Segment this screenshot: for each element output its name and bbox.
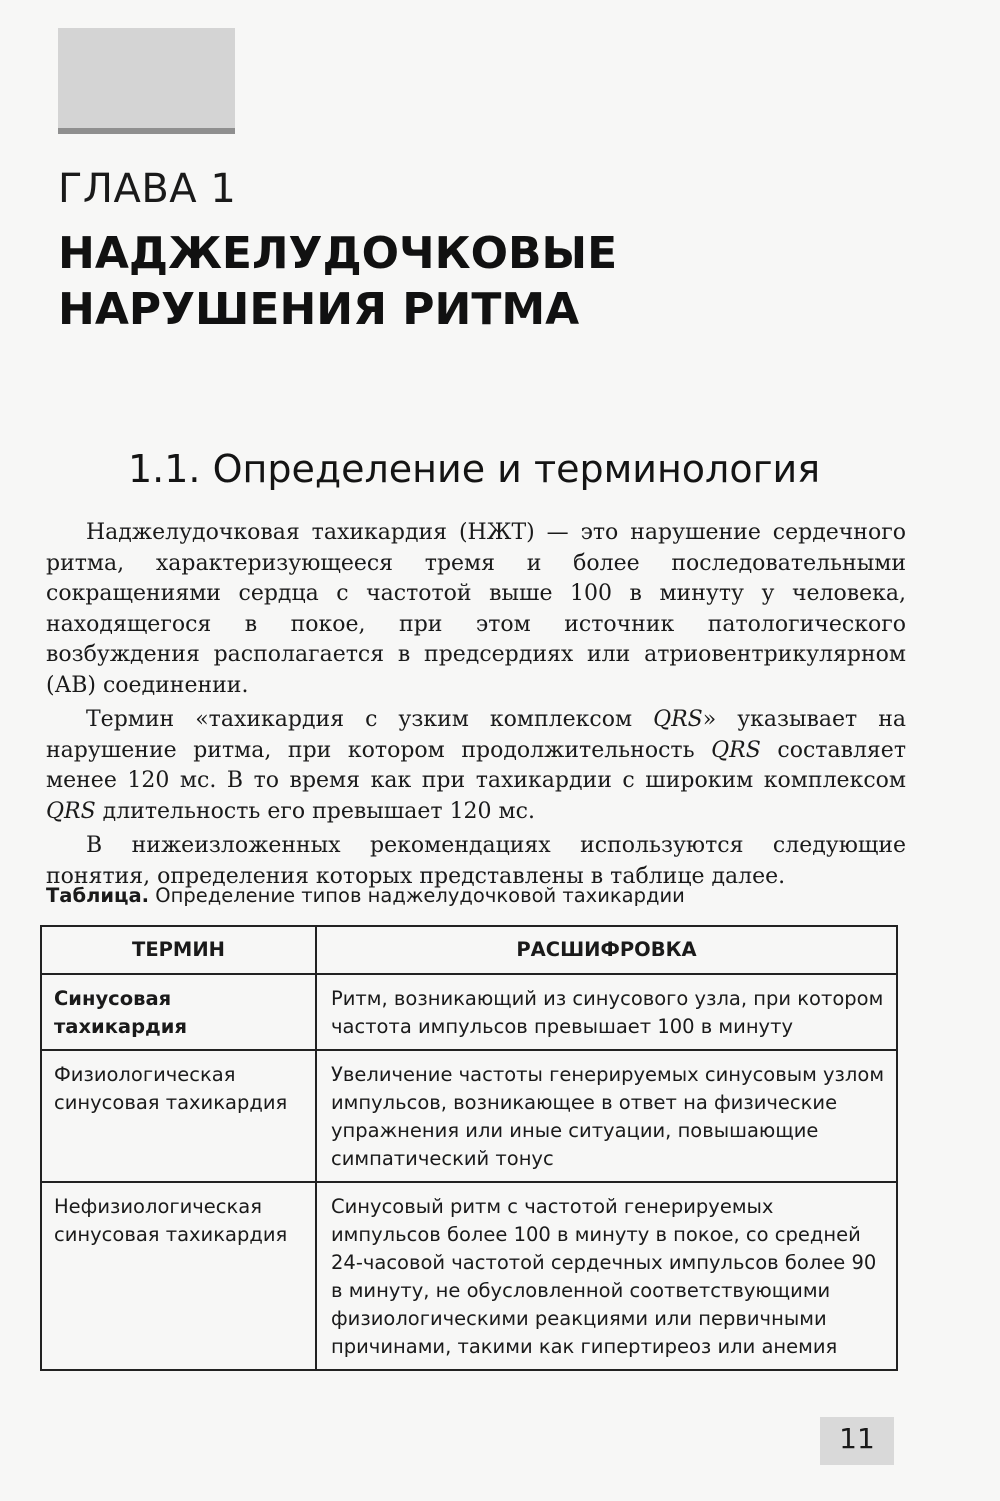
table-caption-label: Таблица. xyxy=(46,884,150,907)
term-cell: Синусовая тахикардия xyxy=(41,974,316,1050)
table-row xyxy=(41,1050,897,1182)
paragraph-2-part-d: длительность его превышает 120 мс. xyxy=(95,798,535,824)
section-heading: 1.1. Определение и терминология xyxy=(128,447,821,491)
paragraph-2-part-a: Термин «тахикардия с узким комплексом xyxy=(86,707,654,732)
qrs-term: QRS xyxy=(653,707,703,732)
body-text xyxy=(46,518,906,896)
table-caption xyxy=(46,884,685,907)
definitions-table xyxy=(40,925,898,1371)
chapter-title-line-2: НАРУШЕНИЯ РИТМА xyxy=(58,284,580,335)
definitions-table-wrap xyxy=(40,925,898,1371)
paragraph-2-part-b: » указывает на нарушение ритма, при котором продолжительность xyxy=(46,707,906,763)
table-row xyxy=(41,1182,897,1370)
table-caption-text: Определение типов наджелудочковой тахикардии xyxy=(149,884,685,907)
chapter-header-rule xyxy=(58,128,235,134)
table-row xyxy=(41,974,897,1050)
chapter-label: ГЛАВА 1 xyxy=(58,166,237,212)
chapter-header-block xyxy=(58,28,235,128)
chapter-title-line-1: НАДЖЕЛУДОЧКОВЫЕ xyxy=(58,228,618,279)
page-number: 11 xyxy=(839,1422,875,1455)
paragraph-3: В нижеизложенных рекомендациях используются следующие понятия, определения которых представлены в таблице далее. xyxy=(46,833,906,889)
column-header-description: РАСШИФРОВКА xyxy=(316,926,897,974)
description-cell: Синусовый ритм с частотой генерируемых импульсов более 100 в минуту в покое, со средней 24-часовой частотой сердечных импульсов более 90 в минуту, не обусловленной соответствующими физиологическими реакциями или первичными причинами, такими как гипертиреоз или анемия xyxy=(316,1182,897,1370)
qrs-term: QRS xyxy=(711,737,761,763)
term-cell: Нефизиологическая синусовая тахикардия xyxy=(41,1182,316,1370)
term-cell: Физиологическая синусовая тахикардия xyxy=(41,1050,316,1182)
description-cell: Ритм, возникающий из синусового узла, при котором частота импульсов превышает 100 в минуту xyxy=(316,974,897,1050)
qrs-term: QRS xyxy=(46,798,96,824)
paragraph-1: Наджелудочковая тахикардия (НЖТ) — это нарушение сердечного ритма, характеризующееся тремя и более последовательными сокращениями сердца с частотой выше 100 в минуту у человека, находящегося в покое, при этом источник патологического возбуждения располагается в предсердиях или атриовентрикулярном (АВ) соединении. xyxy=(46,520,906,698)
description-cell: Увеличение частоты генерируемых синусовым узлом импульсов, возникающее в ответ на физические упражнения или иные ситуации, повышающие симпатический тонус xyxy=(316,1050,897,1182)
column-header-term: ТЕРМИН xyxy=(41,926,316,974)
paragraph-2 xyxy=(46,705,906,827)
chapter-title xyxy=(58,226,617,338)
paragraph-2-part-c: составляет менее 120 мс. В то время как при тахикардии с широким комплексом xyxy=(46,737,907,793)
table-header-row xyxy=(41,926,897,974)
